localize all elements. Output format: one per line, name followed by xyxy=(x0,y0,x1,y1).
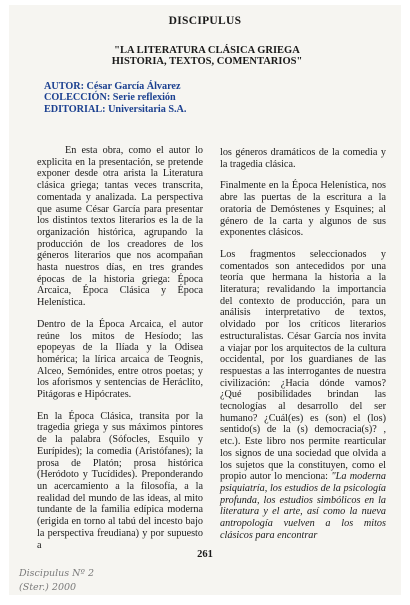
right-column xyxy=(220,147,386,552)
publisher-value: Universitaria S.A. xyxy=(108,103,187,115)
page-number: 261 xyxy=(197,549,213,560)
collection-label: COLECCIÓN: xyxy=(44,92,111,104)
author-row xyxy=(44,81,186,92)
review-title xyxy=(29,45,385,67)
left-column xyxy=(37,145,203,561)
right-paragraph-3-quote: "La moderna psiquiatría, los estudios de la psicología profunda, los estudios simbólicos en la literatura y el arte, así como la nueva antropología vuelven a los mitos clásicos para encontrar xyxy=(220,471,386,541)
collection-value: Serie reflexión xyxy=(112,92,176,104)
handwritten-note-line-2: (Ster.) 2000 xyxy=(19,582,77,593)
collection-row xyxy=(44,92,186,103)
journal-page xyxy=(9,5,401,595)
handwritten-note xyxy=(17,565,157,595)
left-paragraph-1: En esta obra, como el autor lo explicita en la presentación, se pretende exponer desde otra arista la Literatura clásica griega; tantas veces transcrita, comentada y analizada. La perspectiva que asume César García para presentar los distintos textos literarios es la de la organización histórica, agrupando la producción de los creadores de los géneros literarios que nos acompañan hasta nuestros días, en tres grandes épocas de la historia griega: Época Arcaica, Época Clásica y Época Helenística. xyxy=(37,145,203,309)
publisher-label: EDITORIAL: xyxy=(44,103,106,115)
right-paragraph-3 xyxy=(220,249,386,542)
left-paragraph-2: Dentro de la Época Arcaica, el autor reúne los mitos de Hesíodo; las epopeyas de la Ilíada y la Odisea homérica; la lírica arcaica de Teognis, Alceo, Semónides, entre otros poetas; y los aforismos y sentencias de Heráclito, Pitágoras e Hipócrates. xyxy=(37,318,203,401)
left-paragraph-3: En la Época Clásica, transita por la tragedia griega y sus máximos pintores de la palabra (Sófocles, Esquilo y Eurípides); la comedia (Aristófanes); la prosa de Platón; prosa histórica (Heródoto y Tucídides). Preponderando un acercamiento a la filosofía, a la realidad del mundo de las ideas, al mito tundante de la familia edípica moderna (erigida en torno al tabú del incesto bajo la perspectiva freudiana) y por supuesto a xyxy=(37,410,203,551)
handwritten-note-line-1: Discipulus Nº 2 xyxy=(19,568,94,579)
author-label: AUTOR: xyxy=(44,81,84,92)
right-paragraph-3-text: Los fragmentos seleccionados y comentados son antecedidos por una teoría que hermana la historia a la literatura; revalidando la importancia del contexto de producción, para un análisis interpretativo de textos, olvidado por los críticos literarios estructuralistas. César García nos invita a viajar por los arquitectos de la cultura occidental, por los guardianes de las respuestas a las interrogantes de nuestra civilización: ¿Hacia dónde vamos? ¿Qué posibilidades brindan las tecnologías al desarrollo del ser humano? ¿Cuál(es) es (son) el (los) sentido(s) de la (s) democracia(s)? , etc.). Este libro nos permite rearticular los signos de una sociedad que olvida a los sujetos que la constituyen, como el propio autor lo menciona: xyxy=(220,248,386,483)
right-paragraph-1: los géneros dramáticos de la comedia y la tragedia clásica. xyxy=(220,147,386,170)
journal-header: DISCIPULUS xyxy=(168,15,242,27)
publisher-row xyxy=(44,104,186,115)
author-value: César García Álvarez xyxy=(86,81,181,92)
book-metadata xyxy=(44,81,186,115)
title-line-1: "LA LITERATURA CLÁSICA GRIEGA xyxy=(114,45,300,56)
title-line-2: HISTORIA, TEXTOS, COMENTARIOS" xyxy=(111,56,303,67)
right-paragraph-2: Finalmente en la Época Helenística, nos abre las puertas de la escritura a la oratoria de Demóstenes y Esquines; al género de la carta y algunos de sus exponentes clásicos. xyxy=(220,180,386,239)
